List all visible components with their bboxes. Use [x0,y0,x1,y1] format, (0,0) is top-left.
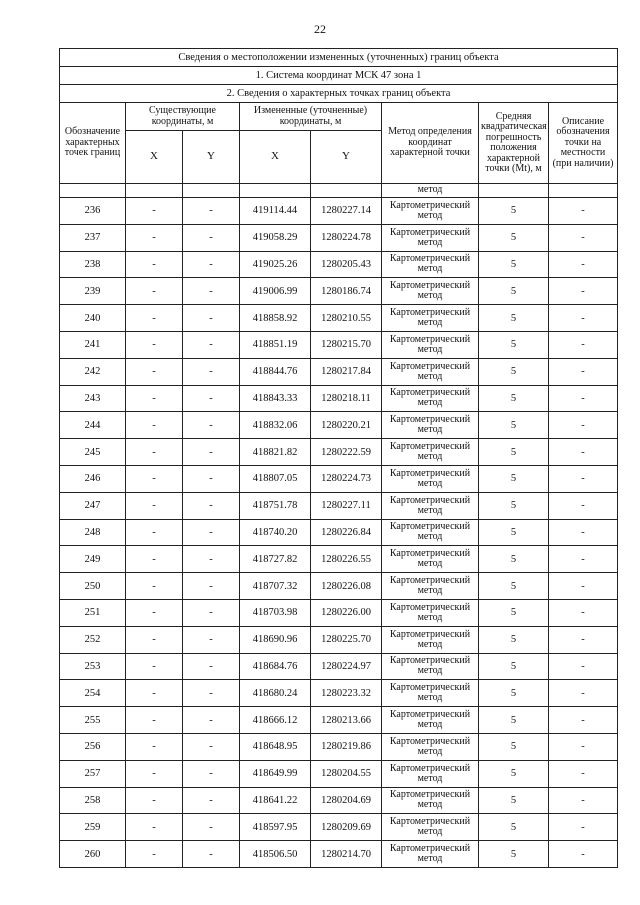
existing-x-cell: - [126,760,183,787]
existing-y-cell: - [183,573,240,600]
point-cell: 254 [60,680,126,707]
x-cell: 418666.12 [240,707,311,734]
y-cell: 1280225.70 [311,626,382,653]
method-cell: Картометрический метод [382,733,479,760]
point-cell: 252 [60,626,126,653]
x-cell: 418707.32 [240,573,311,600]
x-cell: 418727.82 [240,546,311,573]
x-cell: 418703.98 [240,599,311,626]
y-cell: 1280222.59 [311,439,382,466]
table-row [60,224,618,251]
y-cell: 1280226.00 [311,599,382,626]
point-cell: 238 [60,251,126,278]
y-cell: 1280227.11 [311,492,382,519]
existing-y-cell: - [183,733,240,760]
y-cell: 1280210.55 [311,305,382,332]
existing-y-cell: - [183,412,240,439]
existing-y-cell: - [183,626,240,653]
method-cell: Картометрический метод [382,599,479,626]
col-changed-x-header: X [240,131,311,184]
existing-y-cell: - [183,305,240,332]
method-cell: Картометрический метод [382,707,479,734]
method-cell: Картометрический метод [382,519,479,546]
method-cell: Картометрический метод [382,331,479,358]
x-cell: 418641.22 [240,787,311,814]
accuracy-cell: 5 [479,841,549,868]
method-cell: Картометрический метод [382,385,479,412]
description-cell: - [549,546,618,573]
y-cell: 1280205.43 [311,251,382,278]
existing-x-cell: - [126,305,183,332]
point-cell: 256 [60,733,126,760]
existing-y-cell: - [183,278,240,305]
x-cell: 418597.95 [240,814,311,841]
table-row [60,707,618,734]
col-method-header: Метод определения координат характерной точки [382,103,479,184]
x-cell: 418807.05 [240,465,311,492]
y-cell: 1280224.78 [311,224,382,251]
description-cell: - [549,465,618,492]
description-cell: - [549,439,618,466]
existing-x-cell: - [126,626,183,653]
x-cell: 418858.92 [240,305,311,332]
point-cell: 250 [60,573,126,600]
accuracy-cell: 5 [479,358,549,385]
x-cell: 418843.33 [240,385,311,412]
existing-x-cell: - [126,787,183,814]
col-changed-y-header: Y [311,131,382,184]
accuracy-cell: 5 [479,680,549,707]
y-cell: 1280224.97 [311,653,382,680]
table-row [60,546,618,573]
point-cell: 257 [60,760,126,787]
method-cell: Картометрический метод [382,680,479,707]
y-cell: 1280214.70 [311,841,382,868]
existing-y-cell: - [183,787,240,814]
accuracy-cell: 5 [479,733,549,760]
existing-x-cell: - [126,599,183,626]
existing-y-cell: - [183,680,240,707]
point-cell: 251 [60,599,126,626]
y-cell: 1280223.32 [311,680,382,707]
existing-x-cell: - [126,358,183,385]
existing-x-cell: - [126,224,183,251]
table-row [60,733,618,760]
x-cell: 418751.78 [240,492,311,519]
method-cell: Картометрический метод [382,198,479,225]
existing-x-cell: - [126,412,183,439]
method-cell: Картометрический метод [382,224,479,251]
accuracy-cell: 5 [479,224,549,251]
point-cell: 237 [60,224,126,251]
existing-y-cell: - [183,707,240,734]
col-point-header: Обозначение характерных точек границ [60,103,126,184]
method-cell: Картометрический метод [382,305,479,332]
existing-x-cell: - [126,439,183,466]
point-cell: 243 [60,385,126,412]
table-row [60,412,618,439]
description-cell: - [549,573,618,600]
y-cell: 1280204.69 [311,787,382,814]
existing-y-cell: - [183,465,240,492]
existing-y-cell: - [183,814,240,841]
y-cell: 1280220.21 [311,412,382,439]
y-cell: 1280224.73 [311,465,382,492]
existing-x-cell: - [126,841,183,868]
x-cell: 418684.76 [240,653,311,680]
point-cell: 240 [60,305,126,332]
table-row [60,331,618,358]
x-cell: 418648.95 [240,733,311,760]
accuracy-cell: 5 [479,814,549,841]
existing-x-cell: - [126,278,183,305]
existing-y-cell: - [183,439,240,466]
description-cell: - [549,680,618,707]
existing-y-cell: - [183,546,240,573]
x-cell: 418740.20 [240,519,311,546]
point-cell: 258 [60,787,126,814]
existing-x-cell: - [126,492,183,519]
existing-x-cell: - [126,385,183,412]
point-cell: 242 [60,358,126,385]
point-cell: 244 [60,412,126,439]
table-row [60,680,618,707]
coordinate-system: 1. Система координат МСК 47 зона 1 [60,67,618,85]
description-cell: - [549,331,618,358]
table-row [60,198,618,225]
x-cell: 419058.29 [240,224,311,251]
x-cell: 418506.50 [240,841,311,868]
y-cell: 1280226.84 [311,519,382,546]
method-cell: Картометрический метод [382,278,479,305]
table-row [60,305,618,332]
method-cell: Картометрический метод [382,626,479,653]
point-cell: 241 [60,331,126,358]
table-row [60,814,618,841]
existing-y-cell: - [183,331,240,358]
y-cell: 1280217.84 [311,358,382,385]
description-cell: - [549,492,618,519]
accuracy-cell: 5 [479,412,549,439]
accuracy-cell: 5 [479,331,549,358]
section-heading: 2. Сведения о характерных точках границ объекта [60,85,618,103]
point-cell: 249 [60,546,126,573]
x-cell: 418649.99 [240,760,311,787]
x-cell: 419114.44 [240,198,311,225]
accuracy-cell: 5 [479,278,549,305]
x-cell: 419025.26 [240,251,311,278]
existing-y-cell: - [183,224,240,251]
existing-x-cell: - [126,653,183,680]
accuracy-cell: 5 [479,492,549,519]
accuracy-cell: 5 [479,519,549,546]
existing-y-cell: - [183,492,240,519]
point-cell: 255 [60,707,126,734]
existing-y-cell: - [183,653,240,680]
coordinates-table [59,48,618,868]
x-cell: 419006.99 [240,278,311,305]
table-row [60,760,618,787]
table-row [60,251,618,278]
description-cell: - [549,224,618,251]
x-cell: 418851.19 [240,331,311,358]
existing-y-cell: - [183,385,240,412]
accuracy-cell: 5 [479,465,549,492]
existing-x-cell: - [126,198,183,225]
accuracy-cell: 5 [479,707,549,734]
table-row [60,439,618,466]
table-row [60,358,618,385]
y-cell: 1280209.69 [311,814,382,841]
col-existing-y-header: Y [183,131,240,184]
method-cell: Картометрический метод [382,841,479,868]
y-cell: 1280204.55 [311,760,382,787]
existing-y-cell: - [183,198,240,225]
method-cell: Картометрический метод [382,465,479,492]
description-cell: - [549,814,618,841]
page-number: 22 [314,22,326,36]
method-cell: Картометрический метод [382,492,479,519]
accuracy-cell: 5 [479,198,549,225]
existing-x-cell: - [126,251,183,278]
table-row [60,841,618,868]
y-cell: 1280227.14 [311,198,382,225]
description-cell: - [549,626,618,653]
existing-y-cell: - [183,599,240,626]
description-cell: - [549,278,618,305]
point-cell: 253 [60,653,126,680]
description-cell: - [549,412,618,439]
x-cell: 418844.76 [240,358,311,385]
col-existing-x-header: X [126,131,183,184]
existing-x-cell: - [126,814,183,841]
table-row [60,599,618,626]
description-cell: - [549,305,618,332]
y-cell: 1280226.08 [311,573,382,600]
existing-y-cell: - [183,841,240,868]
existing-x-cell: - [126,573,183,600]
description-cell: - [549,198,618,225]
existing-y-cell: - [183,519,240,546]
x-cell: 418680.24 [240,680,311,707]
y-cell: 1280226.55 [311,546,382,573]
point-cell: 239 [60,278,126,305]
col-changed-header: Измененные (уточненные) координаты, м [240,103,382,131]
description-cell: - [549,251,618,278]
point-cell: 260 [60,841,126,868]
col-accuracy-header: Средняя квадратическая погрешность положения характерной точки (Mt), м [479,103,549,184]
description-cell: - [549,385,618,412]
method-cell: Картометрический метод [382,546,479,573]
table-row [60,519,618,546]
description-cell: - [549,787,618,814]
method-cell: Картометрический метод [382,251,479,278]
method-cell: Картометрический метод [382,760,479,787]
accuracy-cell: 5 [479,787,549,814]
table-row [60,653,618,680]
description-cell: - [549,653,618,680]
accuracy-cell: 5 [479,439,549,466]
description-cell: - [549,733,618,760]
continuation-method: метод [382,184,479,198]
point-cell: 236 [60,198,126,225]
description-cell: - [549,358,618,385]
table-row [60,385,618,412]
table-row [60,492,618,519]
method-cell: Картометрический метод [382,573,479,600]
accuracy-cell: 5 [479,251,549,278]
table-row [60,787,618,814]
accuracy-cell: 5 [479,573,549,600]
x-cell: 418832.06 [240,412,311,439]
table-row [60,278,618,305]
existing-y-cell: - [183,358,240,385]
method-cell: Картометрический метод [382,814,479,841]
description-cell: - [549,519,618,546]
col-existing-header: Существующие координаты, м [126,103,240,131]
table-row [60,465,618,492]
continuation-row [60,184,618,198]
x-cell: 418821.82 [240,439,311,466]
method-cell: Картометрический метод [382,653,479,680]
y-cell: 1280213.66 [311,707,382,734]
method-cell: Картометрический метод [382,358,479,385]
accuracy-cell: 5 [479,546,549,573]
accuracy-cell: 5 [479,599,549,626]
existing-y-cell: - [183,760,240,787]
table-body [60,198,618,868]
point-cell: 248 [60,519,126,546]
table-title: Сведения о местоположении измененных (уточненных) границ объекта [60,49,618,67]
existing-x-cell: - [126,680,183,707]
description-cell: - [549,841,618,868]
point-cell: 247 [60,492,126,519]
method-cell: Картометрический метод [382,787,479,814]
method-cell: Картометрический метод [382,412,479,439]
existing-x-cell: - [126,733,183,760]
accuracy-cell: 5 [479,626,549,653]
accuracy-cell: 5 [479,385,549,412]
existing-x-cell: - [126,707,183,734]
accuracy-cell: 5 [479,760,549,787]
table-row [60,573,618,600]
y-cell: 1280215.70 [311,331,382,358]
existing-x-cell: - [126,465,183,492]
col-description-header: Описание обозначения точки на местности (при наличии) [549,103,618,184]
y-cell: 1280218.11 [311,385,382,412]
y-cell: 1280219.86 [311,733,382,760]
y-cell: 1280186.74 [311,278,382,305]
point-cell: 246 [60,465,126,492]
table-row [60,626,618,653]
existing-x-cell: - [126,519,183,546]
description-cell: - [549,707,618,734]
description-cell: - [549,760,618,787]
existing-y-cell: - [183,251,240,278]
accuracy-cell: 5 [479,305,549,332]
x-cell: 418690.96 [240,626,311,653]
description-cell: - [549,599,618,626]
point-cell: 245 [60,439,126,466]
method-cell: Картометрический метод [382,439,479,466]
accuracy-cell: 5 [479,653,549,680]
existing-x-cell: - [126,546,183,573]
existing-x-cell: - [126,331,183,358]
point-cell: 259 [60,814,126,841]
